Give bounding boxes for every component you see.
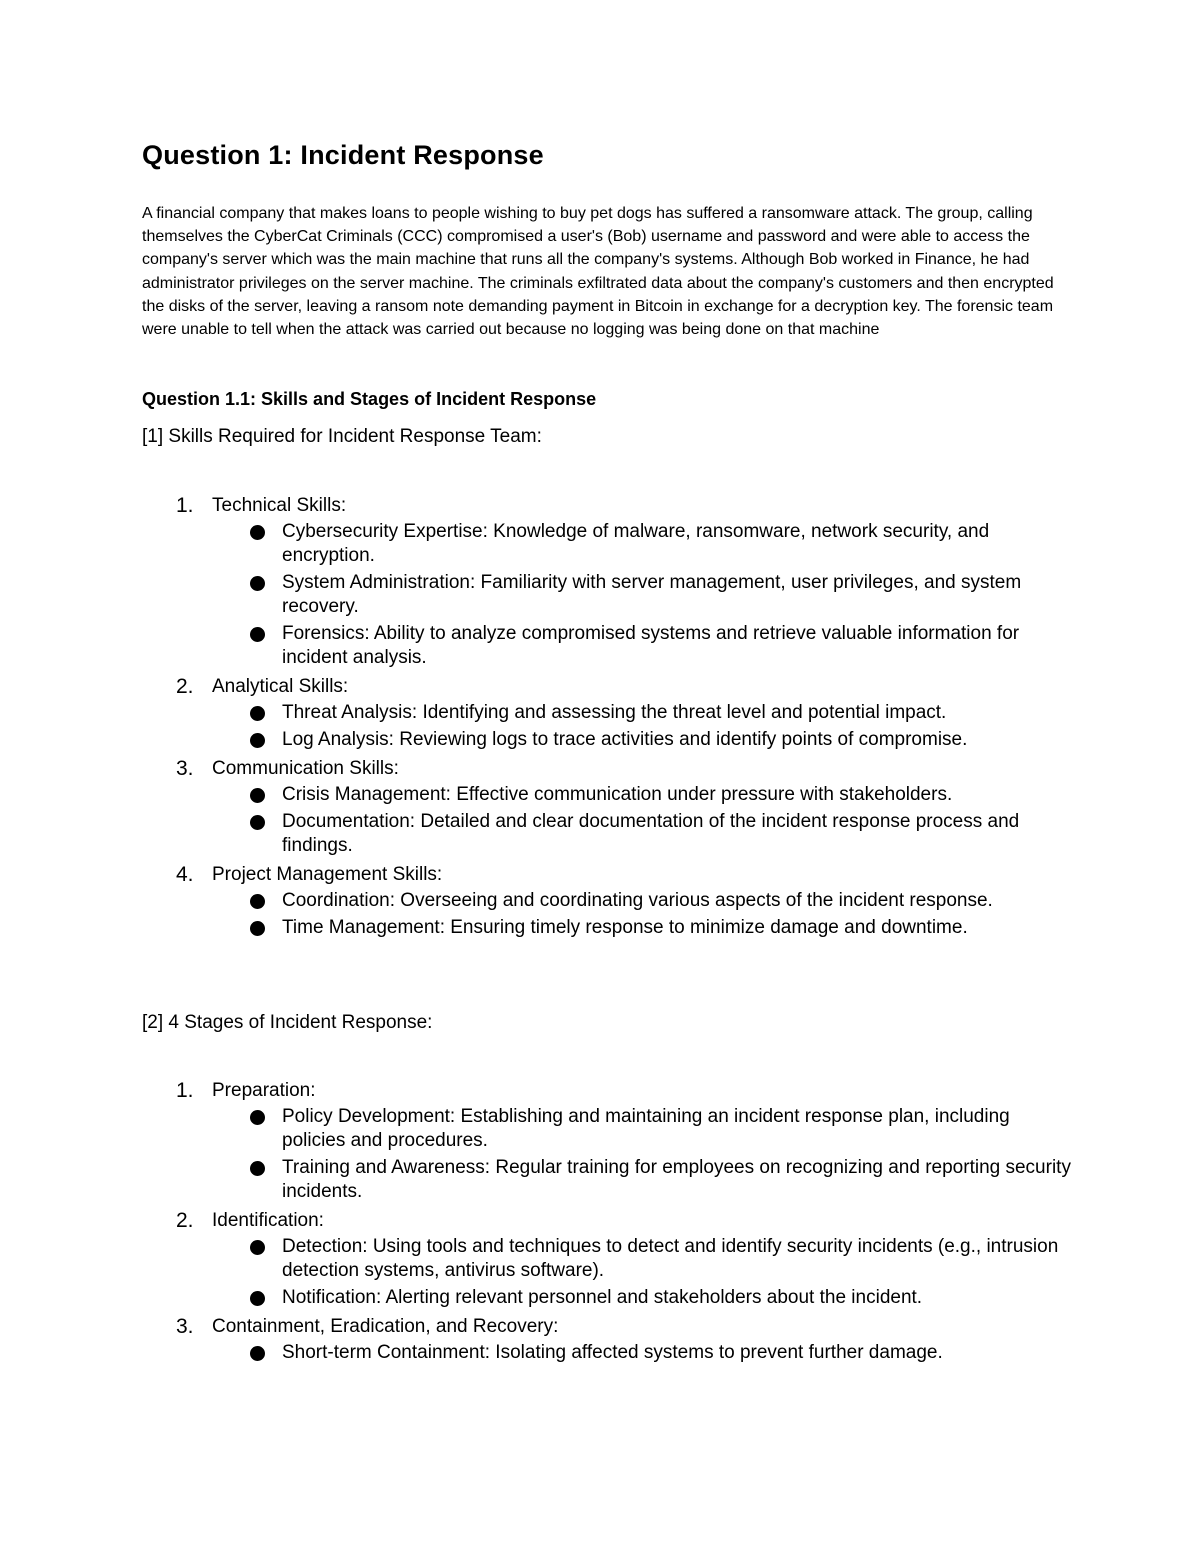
bullet-item [212, 1286, 1072, 1310]
item-label: Containment, Eradication, and Recovery: [212, 1316, 559, 1337]
bullet-dot-icon [250, 1291, 265, 1306]
bullet-dot-icon [250, 894, 265, 909]
skills-list [142, 492, 1072, 943]
bullet-list [212, 520, 1072, 670]
bullet-text: Training and Awareness: Regular training for employees on recognizing and reporting security incidents. [282, 1157, 1071, 1202]
bullet-text: Detection: Using tools and techniques to detect and identify security incidents (e.g., intrusion detection systems, antivirus software). [282, 1236, 1059, 1281]
bullet-text: Notification: Alerting relevant personnel and stakeholders about the incident. [282, 1287, 923, 1308]
numbered-item [142, 1077, 1072, 1204]
bullet-list [212, 1235, 1072, 1310]
stages-list [142, 1077, 1072, 1368]
bullet-text: Time Management: Ensuring timely response to minimize damage and downtime. [282, 917, 968, 938]
item-number: 2. [176, 675, 194, 698]
bullet-list [212, 701, 1072, 752]
bullet-list [212, 889, 1072, 940]
bullet-dot-icon [250, 788, 265, 803]
bullet-text: Coordination: Overseeing and coordinating various aspects of the incident response. [282, 890, 993, 911]
intro-paragraph: A financial company that makes loans to people wishing to buy pet dogs has suffered a ransomware attack. The group, calling themselves the CyberCat Criminals (CCC) compromised a user's (Bob) username and password and were able to access the company's server which was the main machine that runs all the company's systems. Although Bob worked in Finance, he had administrator privileges on the server machine. The criminals exfiltrated data about the company's customers and then encrypted the disks of the server, leaving a ransom note demanding payment in Bitcoin in exchange for a decryption key. The forensic team were unable to tell when the attack was carried out because no logging was being done on that machine [142, 205, 1054, 339]
bullet-item [212, 622, 1072, 670]
bullet-item [212, 1156, 1072, 1204]
item-label: Preparation: [212, 1080, 316, 1101]
bullet-text: Documentation: Detailed and clear documentation of the incident response process and findings. [282, 811, 1020, 856]
bullet-dot-icon [250, 1346, 265, 1361]
bullet-item [212, 1105, 1072, 1153]
bullet-dot-icon [250, 576, 265, 591]
item-label: Identification: [212, 1210, 324, 1231]
section-subheading: Question 1.1: Skills and Stages of Incident Response [142, 389, 597, 409]
item-number: 1. [176, 494, 194, 517]
item-number: 1. [176, 1079, 194, 1102]
bullet-dot-icon [250, 815, 265, 830]
bullet-text: Cybersecurity Expertise: Knowledge of malware, ransomware, network security, and encryption. [282, 521, 990, 566]
item-number: 3. [176, 1315, 194, 1338]
numbered-item [142, 492, 1072, 670]
bullet-text: Log Analysis: Reviewing logs to trace activities and identify points of compromise. [282, 729, 968, 750]
bullet-item [212, 810, 1072, 858]
bullet-item [212, 916, 1072, 940]
item-number: 2. [176, 1209, 194, 1232]
bullet-item [212, 728, 1072, 752]
bullet-text: System Administration: Familiarity with server management, user privileges, and system recovery. [282, 572, 1022, 617]
item-label: Technical Skills: [212, 495, 347, 516]
item-label: Project Management Skills: [212, 864, 443, 885]
numbered-item [142, 1207, 1072, 1310]
numbered-item [142, 861, 1072, 940]
bullet-item [212, 701, 1072, 725]
bullet-text: Forensics: Ability to analyze compromised systems and retrieve valuable information for incident analysis. [282, 623, 1020, 668]
bullet-dot-icon [250, 1110, 265, 1125]
bullet-item [212, 783, 1072, 807]
bullet-text: Policy Development: Establishing and maintaining an incident response plan, including policies and procedures. [282, 1106, 1010, 1151]
item-number: 4. [176, 863, 194, 886]
bullet-text: Short-term Containment: Isolating affected systems to prevent further damage. [282, 1342, 943, 1363]
bullet-item [212, 571, 1072, 619]
bullet-dot-icon [250, 627, 265, 642]
bullet-item [212, 889, 1072, 913]
bullet-dot-icon [250, 1161, 265, 1176]
bullet-item [212, 1341, 1072, 1365]
bullet-dot-icon [250, 525, 265, 540]
item-label: Communication Skills: [212, 758, 399, 779]
page-title: Question 1: Incident Response [142, 140, 544, 170]
bullet-item [212, 520, 1072, 568]
bullet-list [212, 1105, 1072, 1204]
bullet-dot-icon [250, 921, 265, 936]
bullet-dot-icon [250, 706, 265, 721]
item-number: 3. [176, 757, 194, 780]
bullet-text: Threat Analysis: Identifying and assessing the threat level and potential impact. [282, 702, 947, 723]
bullet-dot-icon [250, 1240, 265, 1255]
numbered-item [142, 755, 1072, 858]
stages-section-label: [2] 4 Stages of Incident Response: [142, 1012, 433, 1033]
bullet-item [212, 1235, 1072, 1283]
bullet-list [212, 1341, 1072, 1365]
item-label: Analytical Skills: [212, 676, 349, 697]
bullet-text: Crisis Management: Effective communication under pressure with stakeholders. [282, 784, 953, 805]
skills-section-label: [1] Skills Required for Incident Response Team: [142, 426, 542, 447]
bullet-list [212, 783, 1072, 858]
numbered-item [142, 1313, 1072, 1365]
numbered-item [142, 673, 1072, 752]
bullet-dot-icon [250, 733, 265, 748]
